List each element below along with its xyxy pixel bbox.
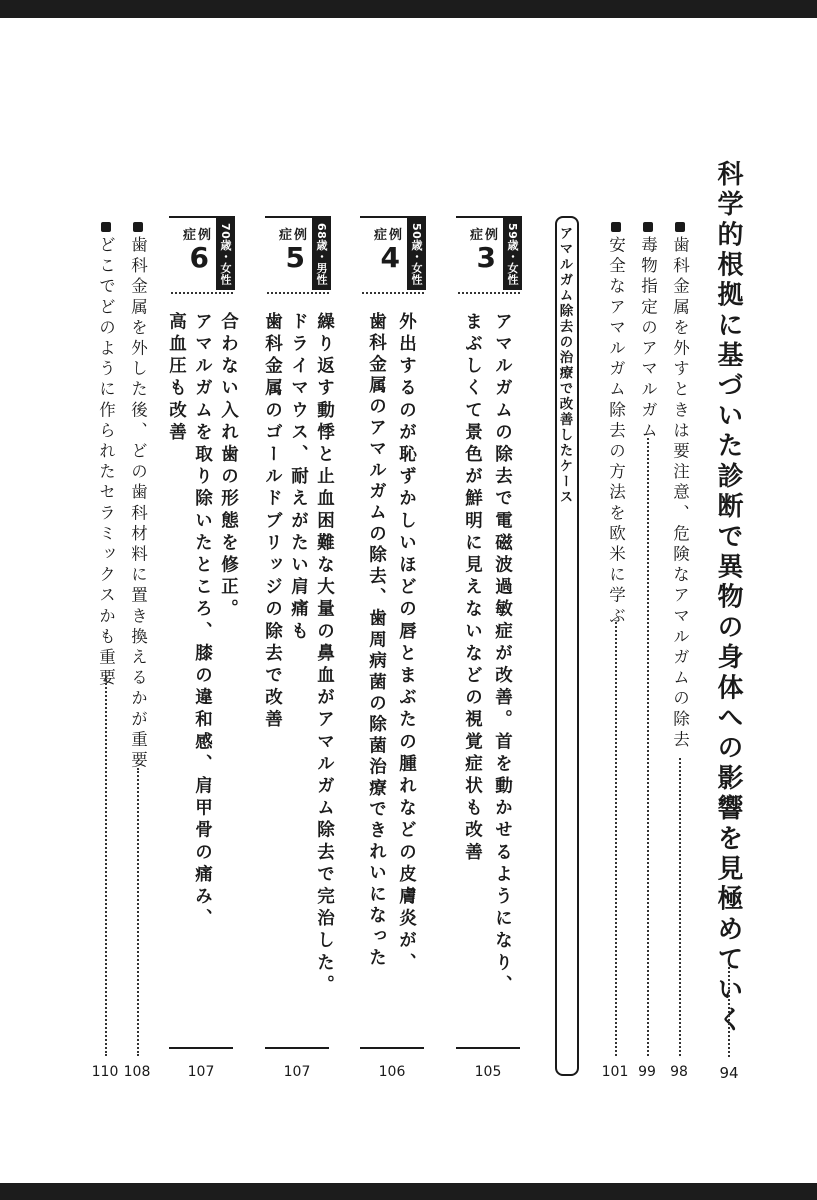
entry-page-number: 108 — [123, 1064, 151, 1080]
chapter-title: 科学的根拠に基づいた診断で異物の身体への影響を見極めていく — [713, 160, 743, 1036]
case-number: 5 — [285, 241, 305, 274]
toc-entry[interactable]: 歯科金属を外すときは要注意、危険なアマルガムの除去 — [671, 222, 688, 751]
case-number: 3 — [476, 241, 496, 274]
case-bottom-rule — [169, 1047, 233, 1049]
case-page-number: 106 — [378, 1064, 406, 1080]
chapter-leader — [728, 962, 730, 1057]
entry-leader — [615, 622, 617, 1056]
case-page-number: 105 — [474, 1064, 502, 1080]
case-dotted-rule — [171, 292, 233, 294]
case-dotted-rule — [458, 292, 520, 294]
case-description-line: 外出するのが恥ずかしいほどの唇とまぶたの腫れなどの皮膚炎が、 — [396, 312, 417, 975]
case-bottom-rule — [265, 1047, 329, 1049]
case-header — [456, 216, 522, 296]
entry-page-number: 101 — [601, 1064, 629, 1080]
toc-entry[interactable]: 毒物指定のアマルガム — [639, 222, 656, 442]
case-label: 症例 — [373, 228, 404, 243]
case-header — [360, 216, 426, 296]
case-label: 症例 — [182, 228, 213, 243]
toc-entry[interactable]: 歯科金属を外した後、どの歯科材料に置き換えるかが重要 — [129, 222, 146, 772]
case-header — [169, 216, 235, 296]
case-bottom-rule — [360, 1047, 424, 1049]
case-patient-tag: 68歳・男性 — [312, 218, 331, 290]
case-patient-tag: 59歳・女性 — [503, 218, 522, 290]
case-description-line: アマルガムを取り除いたところ、膝の違和感、肩甲骨の痛み、 — [192, 312, 213, 931]
entry-leader — [647, 438, 649, 1056]
bullet-icon — [133, 222, 143, 232]
case-description-line: 歯科金属のゴールドブリッジの除去で改善 — [262, 312, 283, 732]
case-description-line: 歯科金属のアマルガムの除去、歯周病菌の除菌治療できれいになった — [366, 312, 387, 970]
bullet-icon — [675, 222, 685, 232]
bottom-border — [0, 1183, 817, 1200]
case-patient-tag: 70歳・女性 — [216, 218, 235, 290]
case-description-line: まぶしくて景色が鮮明に見えないなどの視覚症状も改善 — [462, 312, 483, 865]
case-description-line: 繰り返す動悸と止血困難な大量の鼻血がアマルガム除去で完治した。 — [314, 312, 335, 998]
case-description-line: ドライマウス、耐えがたい肩痛も — [288, 312, 309, 644]
case-description-line: アマルガムの除去で電磁波過敏症が改善。首を動かせるようになり、 — [492, 312, 513, 998]
entry-leader — [137, 768, 139, 1056]
chapter-page-number: 94 — [719, 1064, 739, 1082]
case-patient-tag: 50歳・女性 — [407, 218, 426, 290]
case-description-line: 合わない入れ歯の形態を修正。 — [218, 312, 239, 622]
section-title: アマルガム除去の治療で改善したケース — [556, 226, 573, 505]
top-border — [0, 0, 817, 18]
case-page-number: 107 — [283, 1064, 311, 1080]
toc-entry[interactable]: 安全なアマルガム除去の方法を欧米に学ぶ — [607, 222, 624, 627]
entry-page-number: 110 — [91, 1064, 119, 1080]
case-number: 6 — [189, 241, 209, 274]
bullet-icon — [101, 222, 111, 232]
case-header — [265, 216, 331, 296]
entry-leader — [105, 676, 107, 1056]
case-bottom-rule — [456, 1047, 520, 1049]
toc-entry[interactable]: どこでどのように作られたセラミックスかも重要 — [97, 222, 114, 689]
case-label: 症例 — [469, 228, 500, 243]
case-dotted-rule — [267, 292, 329, 294]
entry-leader — [679, 758, 681, 1056]
case-description-line: 高血圧も改善 — [166, 312, 187, 445]
bullet-icon — [611, 222, 621, 232]
case-page-number: 107 — [187, 1064, 215, 1080]
bullet-icon — [643, 222, 653, 232]
entry-page-number: 98 — [670, 1064, 688, 1080]
case-number: 4 — [380, 241, 400, 274]
entry-page-number: 99 — [638, 1064, 656, 1080]
case-label: 症例 — [278, 228, 309, 243]
case-dotted-rule — [362, 292, 424, 294]
